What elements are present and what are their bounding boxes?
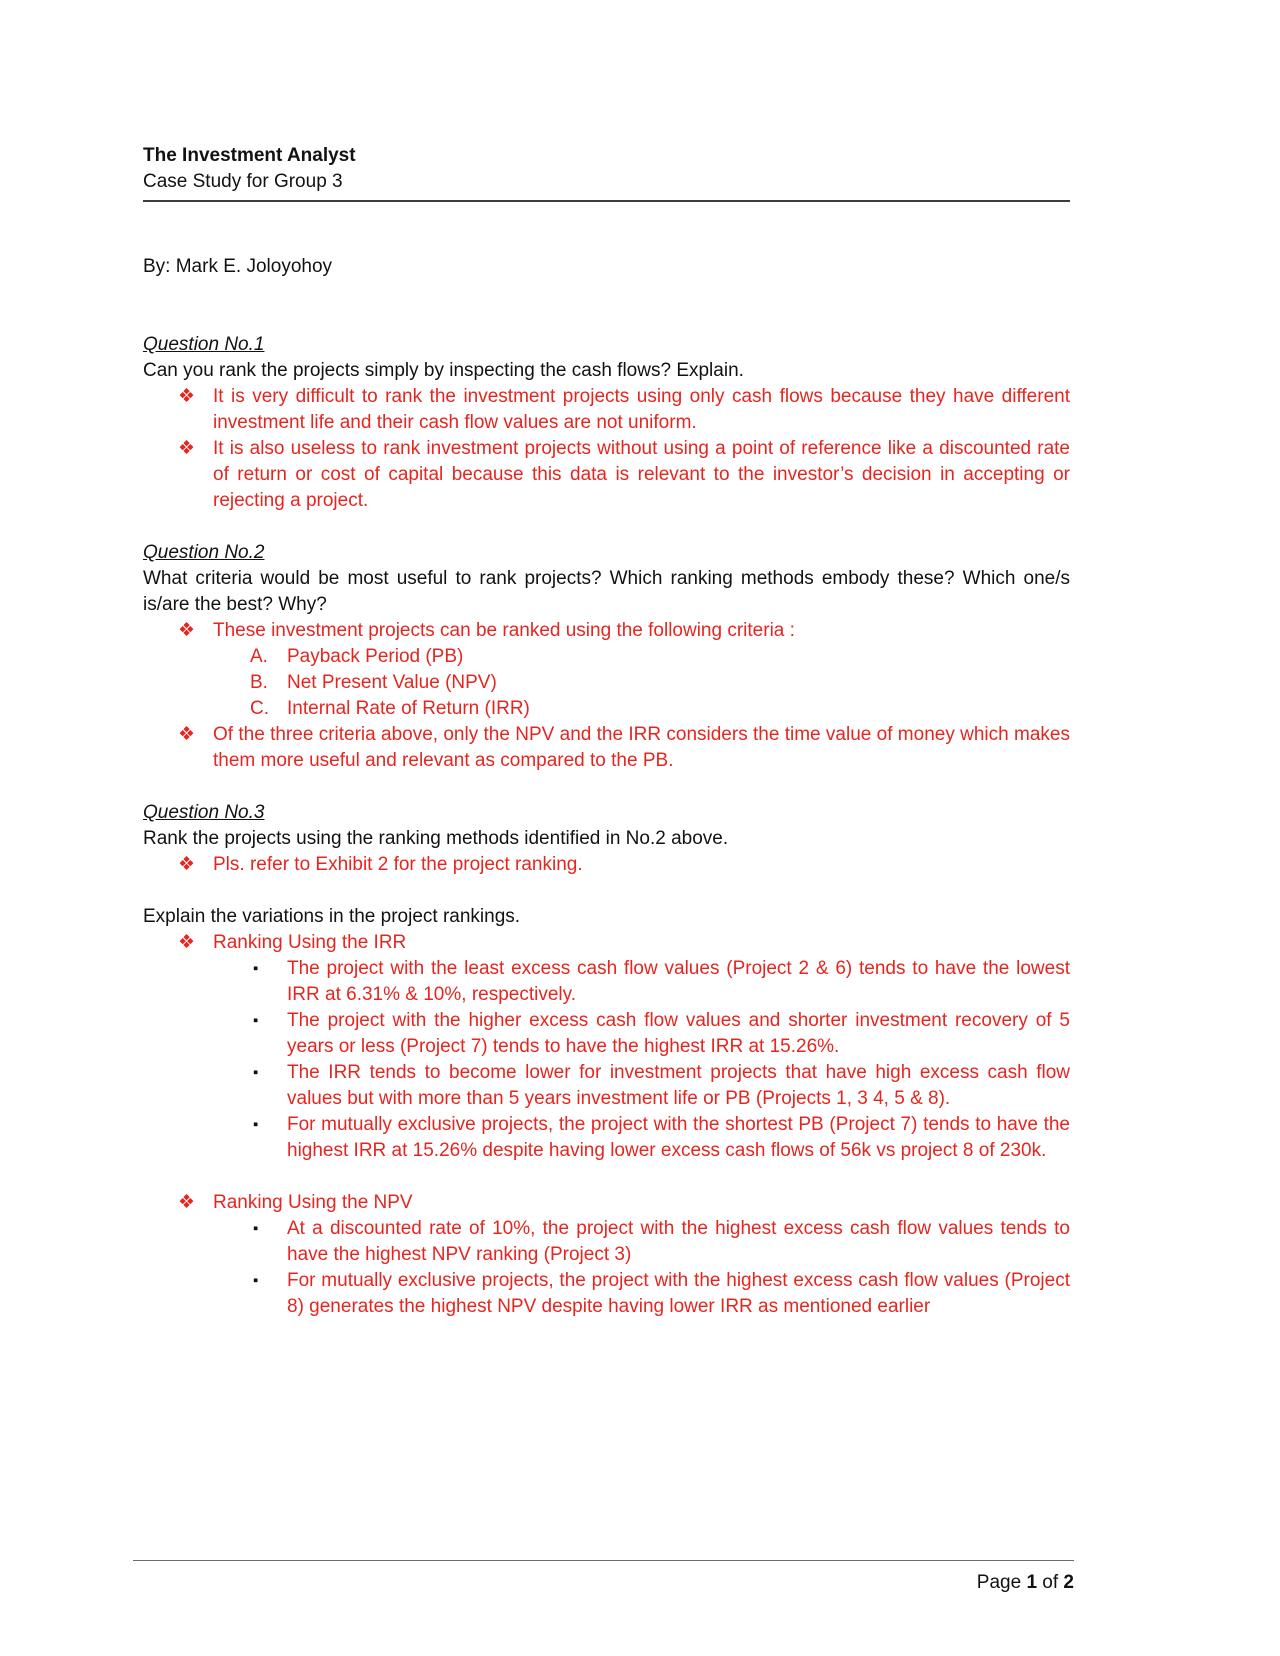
npv-ranking-heading: Ranking Using the NPV — [213, 1192, 413, 1213]
irr-point — [213, 956, 1070, 1008]
answer-bullet — [143, 722, 1070, 774]
answer-text: It is very difficult to rank the investment projects using only cash flows because they have different investment life and their cash flow values are not uniform. — [213, 386, 1070, 433]
npv-point-text: For mutually exclusive projects, the project with the highest excess cash flow values (Project 8) generates the highest NPV despite having lower IRR as mentioned earlier — [287, 1270, 1070, 1317]
irr-ranking-heading: Ranking Using the IRR — [213, 932, 407, 953]
answer-text: Pls. refer to Exhibit 2 for the project ranking. — [213, 854, 583, 875]
of-label: of — [1037, 1572, 1064, 1593]
answer-bullet — [143, 618, 1070, 722]
irr-point — [213, 1112, 1070, 1164]
section-variations — [143, 904, 1070, 1320]
irr-point — [213, 1060, 1070, 1112]
diamond-bullet-icon: ❖ — [178, 932, 196, 953]
question-1-heading: Question No.1 — [143, 334, 265, 355]
diamond-bullet-icon: ❖ — [178, 620, 196, 641]
npv-ranking-body — [213, 1190, 1070, 1320]
section-question-3 — [143, 800, 1070, 878]
square-bullet-icon: ▪ — [253, 1116, 259, 1133]
variations-intro: Explain the variations in the project rankings. — [143, 906, 521, 927]
total-pages: 2 — [1063, 1572, 1074, 1593]
document-title: The Investment Analyst — [143, 145, 356, 166]
byline: By: Mark E. Joloyohoy — [143, 256, 333, 277]
question-2-heading: Question No.2 — [143, 542, 265, 563]
criteria-item — [213, 644, 1070, 670]
criteria-marker: A. — [250, 646, 268, 667]
question-3-text: Rank the projects using the ranking methods identified in No.2 above. — [143, 828, 729, 849]
answer-text: It is also useless to rank investment projects without using a point of reference like a discounted rate of return or cost of capital because this data is relevant to the investor’s decision in accepting or rejecting a project. — [213, 438, 1070, 511]
section-question-1 — [143, 332, 1070, 514]
criteria-item — [213, 696, 1070, 722]
question-2-text: What criteria would be most useful to rank projects? Which ranking methods embody these? Which one/s is/are the best? Why? — [143, 568, 1070, 615]
npv-ranking-bullet — [143, 1190, 1070, 1320]
diamond-bullet-icon: ❖ — [178, 724, 196, 745]
square-bullet-icon: ▪ — [253, 1220, 259, 1237]
criteria-text: Internal Rate of Return (IRR) — [287, 698, 530, 719]
page-label: Page — [976, 1572, 1027, 1593]
irr-point-text: The project with the higher excess cash flow values and shorter investment recovery of 5 years or less (Project 7) tends to have the highest IRR at 15.26%. — [287, 1010, 1070, 1057]
answer-bullet — [143, 852, 1070, 878]
document-header — [143, 143, 1070, 202]
criteria-text: Payback Period (PB) — [287, 646, 464, 667]
irr-ranking-body — [213, 930, 1070, 1164]
criteria-marker: B. — [250, 672, 268, 693]
section-question-2 — [143, 540, 1070, 774]
criteria-marker: C. — [250, 698, 269, 719]
irr-point-text: For mutually exclusive projects, the project with the shortest PB (Project 7) tends to have the highest IRR at 15.26% despite having lower excess cash flows of 56k vs project 8 of 230k. — [287, 1114, 1070, 1161]
page-number: 1 — [1026, 1572, 1038, 1593]
npv-point-text: At a discounted rate of 10%, the project with the highest excess cash flow values tends to have the highest NPV ranking (Project 3) — [287, 1218, 1070, 1265]
square-bullet-icon: ▪ — [253, 1064, 259, 1081]
criteria-text: Net Present Value (NPV) — [287, 672, 497, 693]
answer-body — [213, 618, 1070, 722]
diamond-bullet-icon: ❖ — [178, 386, 196, 407]
npv-point — [213, 1216, 1070, 1268]
irr-ranking-bullet — [143, 930, 1070, 1164]
page-footer — [133, 1560, 1074, 1596]
square-bullet-icon: ▪ — [253, 1272, 259, 1289]
criteria-list — [213, 644, 1070, 722]
question-3-heading: Question No.3 — [143, 802, 265, 823]
document-subtitle: Case Study for Group 3 — [143, 171, 343, 192]
page-indicator — [977, 1572, 1074, 1593]
question-1-text: Can you rank the projects simply by inspecting the cash flows? Explain. — [143, 360, 744, 381]
irr-point-text: The IRR tends to become lower for investment projects that have high excess cash flow values but with more than 5 years investment life or PB (Projects 1, 3 4, 5 & 8). — [287, 1062, 1070, 1109]
answer-bullet — [143, 436, 1070, 514]
npv-point — [213, 1268, 1070, 1320]
answer-text: Of the three criteria above, only the NPV and the IRR considers the time value of money which makes them more useful and relevant as compared to the PB. — [213, 724, 1070, 771]
irr-point-text: The project with the least excess cash flow values (Project 2 & 6) tends to have the lowest IRR at 6.31% & 10%, respectively. — [287, 958, 1070, 1005]
answer-bullet — [143, 384, 1070, 436]
irr-point — [213, 1008, 1070, 1060]
answer-text: These investment projects can be ranked using the following criteria : — [213, 620, 795, 641]
square-bullet-icon: ▪ — [253, 960, 259, 977]
criteria-item — [213, 670, 1070, 696]
square-bullet-icon: ▪ — [253, 1012, 259, 1029]
diamond-bullet-icon: ❖ — [178, 1192, 196, 1213]
diamond-bullet-icon: ❖ — [178, 854, 196, 875]
diamond-bullet-icon: ❖ — [178, 438, 196, 459]
